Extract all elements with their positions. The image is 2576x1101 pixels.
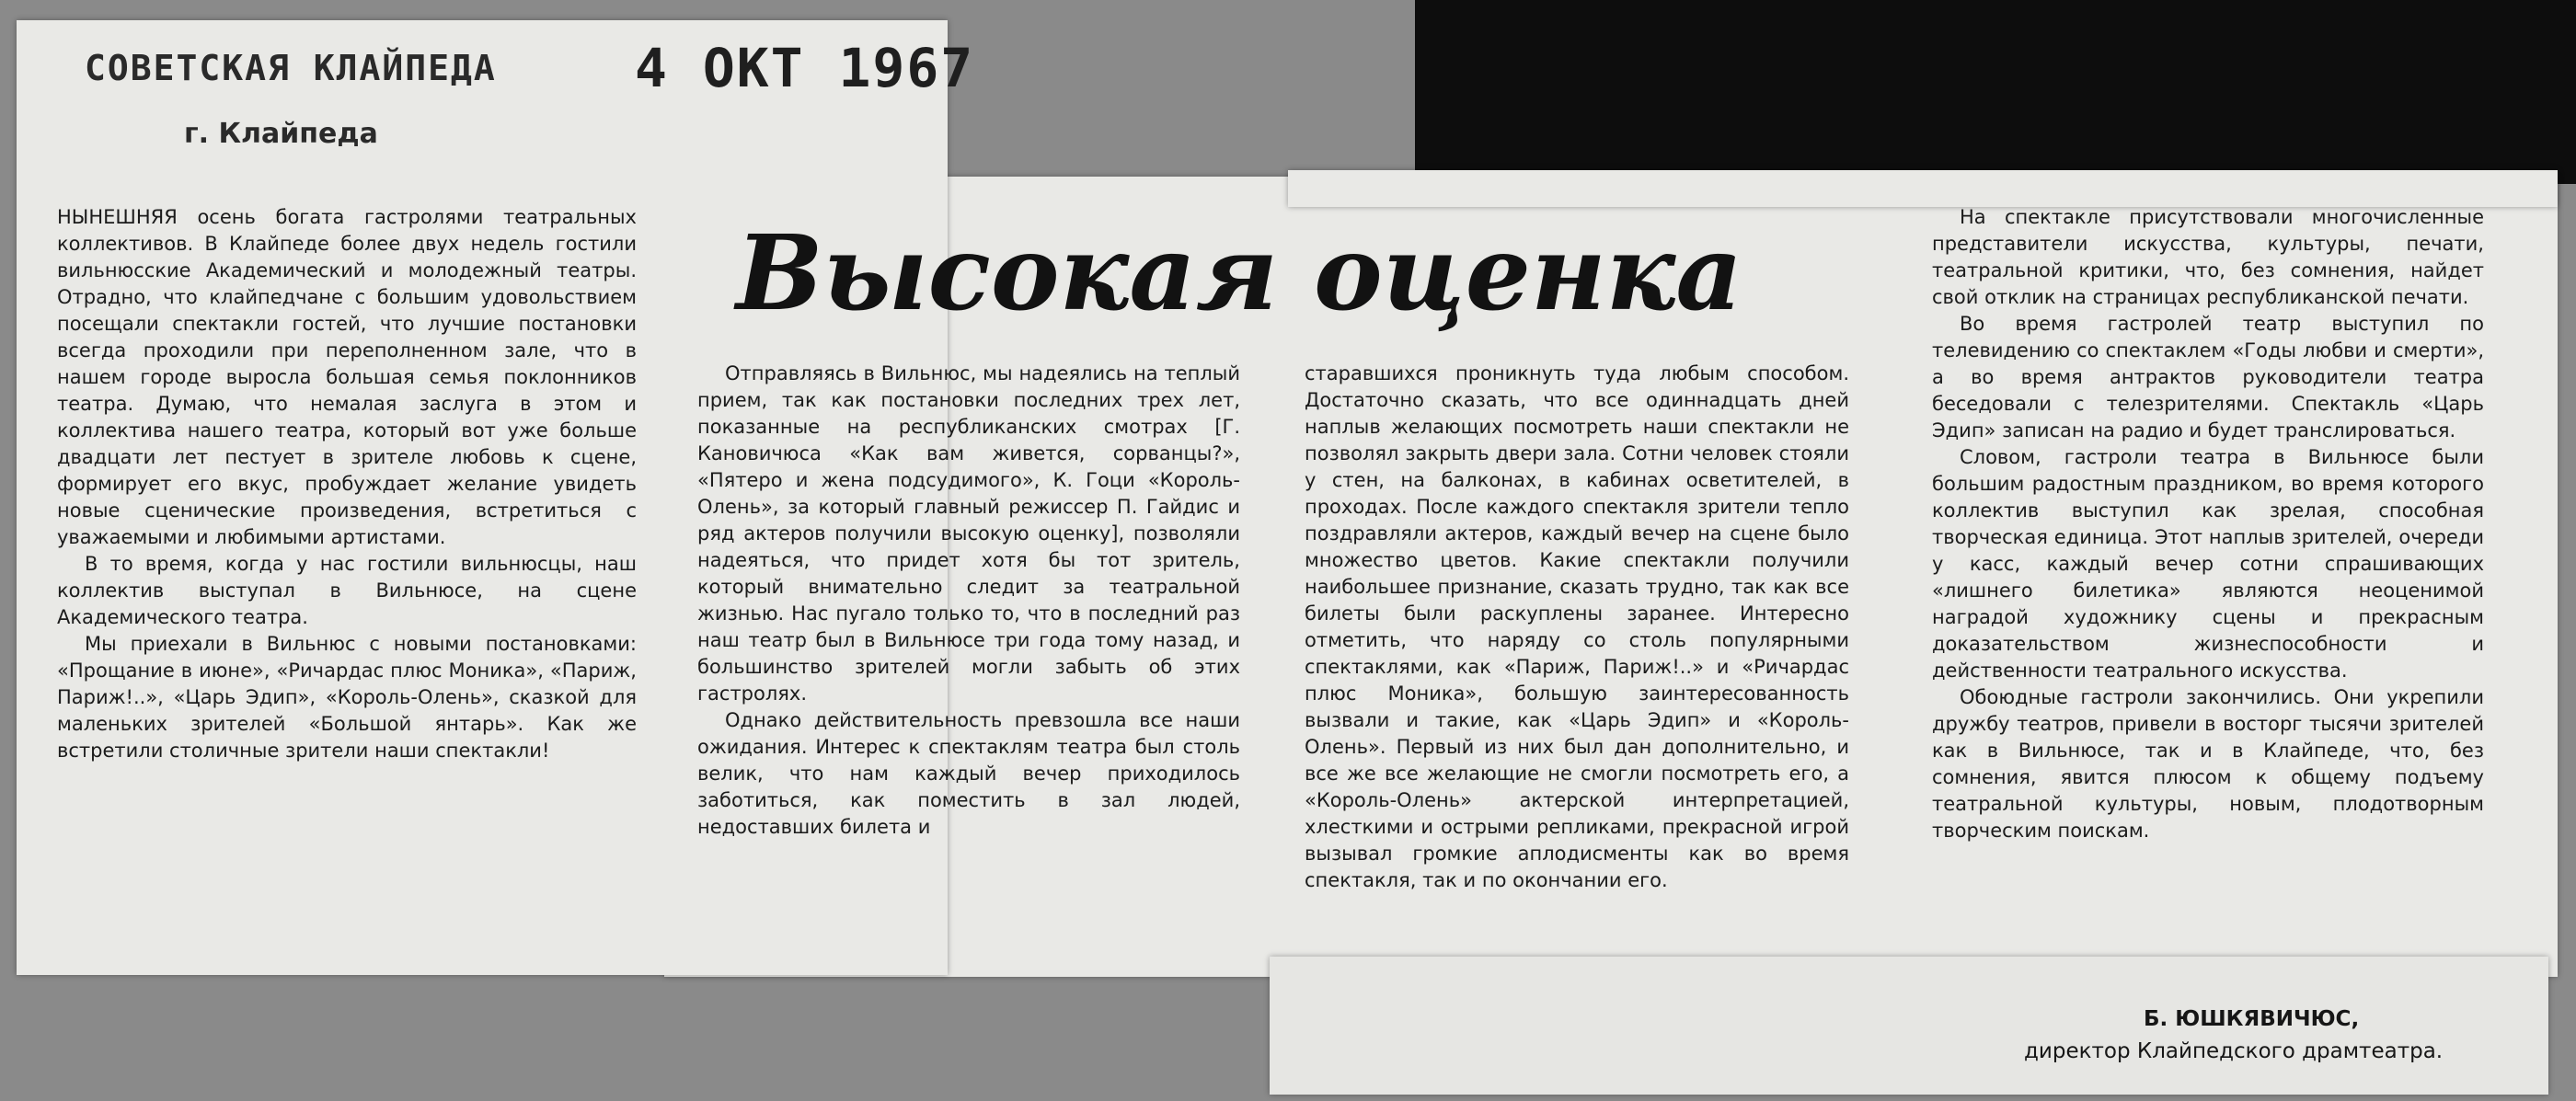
dark-background — [1415, 0, 2576, 184]
article-column-1 — [57, 204, 637, 764]
article-column-4 — [1932, 204, 2484, 844]
article-column-2 — [697, 361, 1240, 841]
city-line: г. Клайпеда — [184, 118, 378, 150]
paragraph: Обоюдные гастроли закончились. Они укрепили дружбу театров, привели в восторг тысячи зрителей как в Вильнюсе, так и в Клайпеде, что, без сомнения, явится плюсом к общему подъему театральной культуры, новым, плодотворным творческим поискам. — [1932, 686, 2484, 842]
paragraph: Во время гастролей театр выступил по телевидению со спектаклем «Годы любви и смерти», а во время антрактов руководители театра беседовали с телезрителями. Спектакль «Царь Эдип» записан на радио и будет транслироваться. — [1932, 313, 2484, 442]
article-column-3 — [1305, 361, 1849, 894]
newspaper-masthead: СОВЕТСКАЯ КЛАЙПЕДА — [85, 48, 497, 88]
clipping-top-right — [1288, 170, 2558, 207]
date-stamp: 4 ОКТ 1967 — [635, 37, 975, 99]
author-role: директор Клайпедского драмтеатра. — [2024, 1039, 2444, 1063]
paragraph: Словом, гастроли театра в Вильнюсе были большим радостным праздником, во время которого коллектив выступил как зрелая, способная творческая единица. Этот наплыв зрителей, очереди у касс, каждый вечер сотни спрашивающих «лишнего билетика» являются неоценимой наградой художнику сцены и прекрасным доказательством жизнеспособности и действенности театрального искусства. — [1932, 446, 2484, 682]
paragraph: старавшихся проникнуть туда любым способом. Достаточно сказать, что все одиннадцать дней наплыв желающих посмотреть наши спектакли не позволял закрыть двери зала. Сотни человек стояли у стен, на балконах, в кабинах осветителей, в проходах. После каждого спектакля зрители тепло поздравляли актеров, каждый вечер на сцене было множество цветов. Какие спектакли получили наибольшее признание, сказать трудно, так как все билеты были раскуплены заранее. Интересно отметить, что наряду со столь популярными спектаклями, как «Париж, Париж!..» и «Ричардас плюс Моника», большую заинтересованность вызвали и такие, как «Царь Эдип» и «Король-Олень». Первый из них был дан дополнительно, и все же все желающие не смогли посмотреть его, а «Король-Олень» актерской интерпретацией, хлесткими и острыми репликами, прекрасной игрой вызывал громкие аплодисменты как во время спектакля, так и по окончании его. — [1305, 362, 1849, 891]
paragraph: Отправляясь в Вильнюс, мы надеялись на теплый прием, так как постановки последних трех лет, показанные на республиканских смотрах [Г. Кановичюса «Как вам живется, сорванцы?», «Пятеро и жена подсудимого», К. Гоци «Король-Олень», за который главный режиссер П. Гайдис и ряд актеров получили высокую оценку], позволяли надеяться, что придет хотя бы тот зритель, который внимательно следит за театральной жизнью. Нас пугало только то, что в последний раз наш театр был в Вильнюсе три года тому назад, и большинство зрителей могли забыть об этих гастролях. — [697, 362, 1240, 705]
article-headline: Высокая оценка — [736, 213, 1742, 334]
paragraph: НЫНЕШНЯЯ осень богата гастролями театральных коллективов. В Клайпеде более двух недель гостили вильнюсские Академический и молодежный театры. Отрадно, что клайпедчане с большим удовольствием посещали спектакли гостей, что лучшие постановки всегда проходили при переполненном зале, что в нашем городе выросла большая семья поклонников театра. Думаю, что немалая заслуга в этом и коллектива нашего театра, который вот уже больше двадцати лет пестует в зрителе любовь к сцене, формирует его вкус, пробуждает желание увидеть новые сценические произведения, встретиться с уважаемыми и любимыми артистами. — [57, 206, 637, 548]
paragraph: Однако действительность превзошла все наши ожидания. Интерес к спектаклям театра был столь велик, что нам каждый вечер приходилось заботиться, как поместить в зал людей, недоставших билета и — [697, 709, 1240, 838]
paragraph: Мы приехали в Вильнюс с новыми постановками: «Прощание в июне», «Ричардас плюс Моника», «Париж, Париж!..», «Царь Эдип», «Король-Олень», сказкой для маленьких зрителей «Большой янтарь». Как же встретили столичные зрители наши спектакли! — [57, 633, 637, 762]
paragraph: В то время, когда у нас гостили вильнюсцы, наш коллектив выступал в Вильнюсе, на сцене Академического театра. — [57, 553, 637, 628]
paragraph: На спектакле присутствовали многочисленные представители искусства, культуры, печати, театральной критики, что, без сомнения, найдет свой отклик на страницах республиканской печати. — [1932, 206, 2484, 308]
author-signature: Б. ЮШКЯВИЧЮС, — [2144, 1007, 2360, 1031]
